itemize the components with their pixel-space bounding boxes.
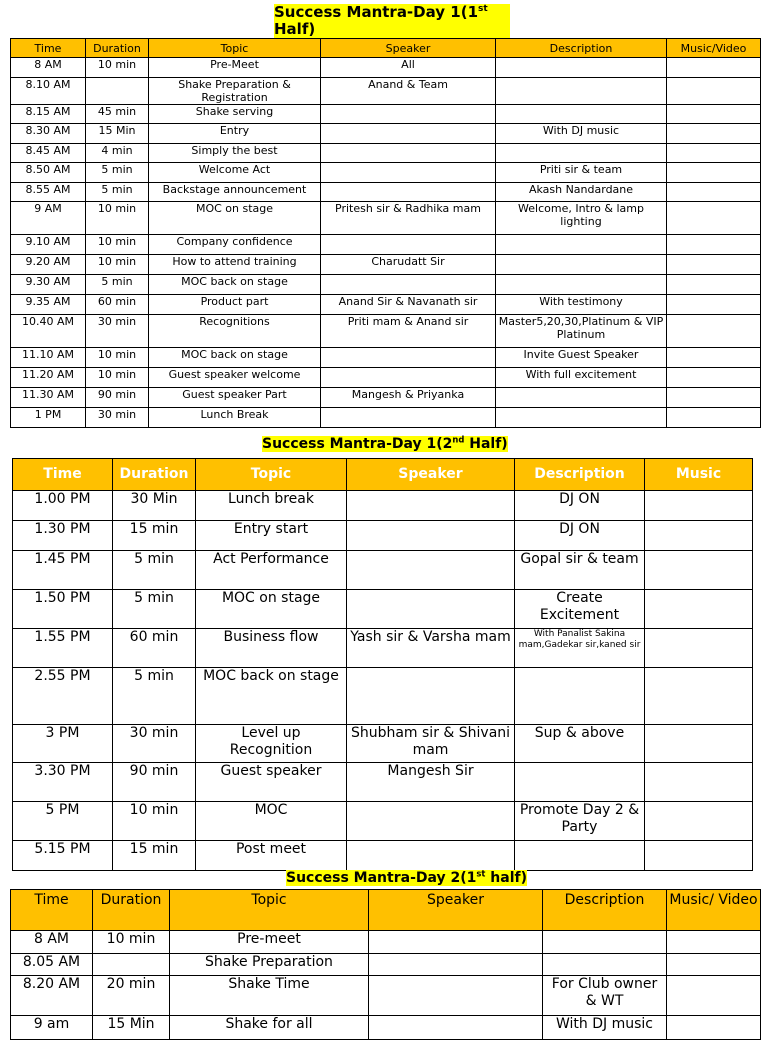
music-cell [645, 725, 753, 763]
duration-cell: 4 min [86, 144, 149, 163]
description-cell: Master5,20,30,Platinum & VIP Platinum [496, 315, 667, 348]
description-cell [515, 841, 645, 871]
music-cell [667, 275, 761, 295]
title-text: Success Mantra-Day 2(1 [286, 870, 477, 886]
column-header-topic: Topic [196, 459, 347, 491]
column-header-time: Time [11, 890, 93, 931]
topic-cell: Business flow [196, 629, 347, 668]
table-row [13, 841, 753, 871]
description-cell [496, 78, 667, 105]
duration-cell: 5 min [113, 590, 196, 629]
column-header-time: Time [11, 39, 86, 58]
speaker-cell [347, 551, 515, 590]
topic-cell: Shake Preparation [170, 954, 369, 976]
topic-cell: Simply the best [149, 144, 321, 163]
description-cell [543, 931, 667, 954]
speaker-cell [321, 144, 496, 163]
table-row [11, 105, 761, 124]
duration-cell: 5 min [113, 668, 196, 725]
table-row [11, 255, 761, 275]
topic-cell: Shake serving [149, 105, 321, 124]
time-cell: 1.45 PM [13, 551, 113, 590]
table-row [11, 976, 761, 1016]
speaker-cell: Anand Sir & Navanath sir [321, 295, 496, 315]
speaker-cell [321, 348, 496, 368]
description-cell [496, 235, 667, 255]
column-header-duration: Duration [93, 890, 170, 931]
table-header-row [11, 890, 761, 931]
table-row [13, 763, 753, 802]
time-cell: 8.50 AM [11, 163, 86, 183]
table-row [13, 725, 753, 763]
time-cell: 9 AM [11, 202, 86, 235]
duration-cell: 10 min [93, 931, 170, 954]
topic-cell: MOC on stage [196, 590, 347, 629]
speaker-cell [321, 124, 496, 144]
title-superscript: st [478, 4, 488, 14]
music-cell [667, 388, 761, 408]
time-cell: 11.10 AM [11, 348, 86, 368]
music-cell [667, 183, 761, 202]
time-cell: 1 PM [11, 408, 86, 428]
time-cell: 8.05 AM [11, 954, 93, 976]
title-text: Success Mantra-Day 1(2 [262, 436, 453, 452]
topic-cell: Shake for all [170, 1016, 369, 1040]
schedule-table-day2-first-half [10, 889, 761, 1040]
description-cell [515, 763, 645, 802]
description-cell: Create Excitement [515, 590, 645, 629]
title-text-end: half) [485, 870, 527, 886]
time-cell: 9.20 AM [11, 255, 86, 275]
description-cell: Akash Nandardane [496, 183, 667, 202]
duration-cell: 45 min [86, 105, 149, 124]
table-row [11, 1016, 761, 1040]
topic-cell: MOC [196, 802, 347, 841]
speaker-cell: All [321, 58, 496, 78]
table-row [13, 668, 753, 725]
column-header-description: Description [496, 39, 667, 58]
table-row [11, 144, 761, 163]
table-row [13, 491, 753, 521]
music-cell [645, 668, 753, 725]
topic-cell: Backstage announcement [149, 183, 321, 202]
speaker-cell [347, 491, 515, 521]
music-cell [667, 931, 761, 954]
table-row [11, 295, 761, 315]
description-cell [515, 668, 645, 725]
table-row [11, 348, 761, 368]
description-cell: With DJ music [496, 124, 667, 144]
topic-cell: Act Performance [196, 551, 347, 590]
topic-cell: Post meet [196, 841, 347, 871]
duration-cell: 10 min [86, 235, 149, 255]
speaker-cell [369, 976, 543, 1016]
speaker-cell [321, 163, 496, 183]
time-cell: 9 am [11, 1016, 93, 1040]
duration-cell: 10 min [86, 255, 149, 275]
duration-cell [93, 954, 170, 976]
table-row [13, 590, 753, 629]
title-text-end: Half) [464, 436, 508, 452]
duration-cell: 30 min [113, 725, 196, 763]
duration-cell: 10 min [86, 348, 149, 368]
music-cell [667, 954, 761, 976]
music-cell [645, 491, 753, 521]
music-cell [667, 1016, 761, 1040]
topic-cell: Level up Recognition [196, 725, 347, 763]
music-cell [645, 521, 753, 551]
topic-cell: Product part [149, 295, 321, 315]
description-cell [496, 58, 667, 78]
speaker-cell: Mangesh & Priyanka [321, 388, 496, 408]
topic-cell: Company confidence [149, 235, 321, 255]
table-row [11, 275, 761, 295]
speaker-cell [369, 1016, 543, 1040]
time-cell: 9.35 AM [11, 295, 86, 315]
topic-cell: Welcome Act [149, 163, 321, 183]
table-row [11, 235, 761, 255]
music-cell [645, 629, 753, 668]
duration-cell: 15 Min [86, 124, 149, 144]
topic-cell: Guest speaker [196, 763, 347, 802]
time-cell: 11.20 AM [11, 368, 86, 388]
music-cell [667, 235, 761, 255]
topic-cell: Pre-meet [170, 931, 369, 954]
music-cell [645, 763, 753, 802]
time-cell: 11.30 AM [11, 388, 86, 408]
duration-cell: 60 min [113, 629, 196, 668]
speaker-cell [321, 368, 496, 388]
table-header-row [13, 459, 753, 491]
topic-cell: Guest speaker Part [149, 388, 321, 408]
music-cell [667, 78, 761, 105]
time-cell: 2.55 PM [13, 668, 113, 725]
description-cell: With testimony [496, 295, 667, 315]
table-row [11, 58, 761, 78]
table-header-row [11, 39, 761, 58]
speaker-cell [347, 802, 515, 841]
column-header-description: Description [515, 459, 645, 491]
topic-cell: MOC back on stage [149, 348, 321, 368]
table-row [11, 315, 761, 348]
music-cell [645, 841, 753, 871]
description-cell: DJ ON [515, 491, 645, 521]
duration-cell: 5 min [86, 163, 149, 183]
topic-cell: Shake Preparation & Registration [149, 78, 321, 105]
time-cell: 8.10 AM [11, 78, 86, 105]
table-row [11, 408, 761, 428]
music-cell [667, 295, 761, 315]
music-cell [645, 551, 753, 590]
duration-cell: 10 min [113, 802, 196, 841]
column-header-speaker: Speaker [347, 459, 515, 491]
description-cell: For Club owner & WT [543, 976, 667, 1016]
music-cell [667, 144, 761, 163]
topic-cell: Guest speaker welcome [149, 368, 321, 388]
music-cell [645, 802, 753, 841]
music-cell [667, 408, 761, 428]
description-cell [496, 275, 667, 295]
table-row [11, 202, 761, 235]
speaker-cell: Shubham sir & Shivani mam [347, 725, 515, 763]
topic-cell: Entry start [196, 521, 347, 551]
time-cell: 8.30 AM [11, 124, 86, 144]
table-row [13, 551, 753, 590]
description-cell [543, 954, 667, 976]
table-row [11, 954, 761, 976]
speaker-cell [321, 408, 496, 428]
music-cell [645, 590, 753, 629]
column-header-topic: Topic [170, 890, 369, 931]
time-cell: 5.15 PM [13, 841, 113, 871]
duration-cell [86, 78, 149, 105]
topic-cell: Entry [149, 124, 321, 144]
duration-cell: 5 min [113, 551, 196, 590]
speaker-cell: Mangesh Sir [347, 763, 515, 802]
time-cell: 1.55 PM [13, 629, 113, 668]
column-header-music: Music/Video [667, 39, 761, 58]
time-cell: 8.20 AM [11, 976, 93, 1016]
topic-cell: Pre-Meet [149, 58, 321, 78]
speaker-cell [321, 105, 496, 124]
speaker-cell [347, 668, 515, 725]
column-header-music: Music/ Video [667, 890, 761, 931]
title-superscript: nd [452, 434, 465, 445]
table-row [11, 368, 761, 388]
time-cell: 3 PM [13, 725, 113, 763]
description-cell: With Panalist Sakina mam,Gadekar sir,kaned sir [515, 629, 645, 668]
description-cell: Promote Day 2 & Party [515, 802, 645, 841]
speaker-cell: Yash sir & Varsha mam [347, 629, 515, 668]
description-cell: Priti sir & team [496, 163, 667, 183]
description-cell [496, 105, 667, 124]
music-cell [667, 58, 761, 78]
column-header-description: Description [543, 890, 667, 931]
duration-cell: 20 min [93, 976, 170, 1016]
time-cell: 8.15 AM [11, 105, 86, 124]
duration-cell: 15 min [113, 521, 196, 551]
duration-cell: 10 min [86, 202, 149, 235]
speaker-cell [369, 954, 543, 976]
description-cell: With DJ music [543, 1016, 667, 1040]
speaker-cell [347, 521, 515, 551]
speaker-cell: Anand & Team [321, 78, 496, 105]
speaker-cell [347, 590, 515, 629]
title-superscript: st [476, 868, 486, 879]
duration-cell: 90 min [113, 763, 196, 802]
duration-cell: 5 min [86, 183, 149, 202]
duration-cell: 60 min [86, 295, 149, 315]
speaker-cell: Charudatt Sir [321, 255, 496, 275]
music-cell [667, 976, 761, 1016]
topic-cell: How to attend training [149, 255, 321, 275]
duration-cell: 5 min [86, 275, 149, 295]
music-cell [667, 202, 761, 235]
time-cell: 8.55 AM [11, 183, 86, 202]
table-row [13, 629, 753, 668]
duration-cell: 10 min [86, 58, 149, 78]
duration-cell: 15 min [113, 841, 196, 871]
topic-cell: Shake Time [170, 976, 369, 1016]
table-row [11, 183, 761, 202]
column-header-duration: Duration [86, 39, 149, 58]
music-cell [667, 255, 761, 275]
topic-cell: MOC back on stage [149, 275, 321, 295]
section-title-day2-first-half [286, 870, 527, 886]
time-cell: 8.45 AM [11, 144, 86, 163]
time-cell: 5 PM [13, 802, 113, 841]
section-title-day1-first-half [274, 4, 510, 39]
music-cell [667, 124, 761, 144]
column-header-time: Time [13, 459, 113, 491]
time-cell: 10.40 AM [11, 315, 86, 348]
column-header-music: Music [645, 459, 753, 491]
time-cell: 9.10 AM [11, 235, 86, 255]
speaker-cell [321, 183, 496, 202]
description-cell: DJ ON [515, 521, 645, 551]
table-row [11, 931, 761, 954]
description-cell: Gopal sir & team [515, 551, 645, 590]
description-cell: Invite Guest Speaker [496, 348, 667, 368]
speaker-cell [347, 841, 515, 871]
duration-cell: 30 min [86, 408, 149, 428]
speaker-cell: Pritesh sir & Radhika mam [321, 202, 496, 235]
column-header-duration: Duration [113, 459, 196, 491]
table-row [11, 78, 761, 105]
title-text: Success Mantra-Day 1(1 [274, 3, 479, 21]
time-cell: 8 AM [11, 931, 93, 954]
duration-cell: 30 Min [113, 491, 196, 521]
description-cell: With full excitement [496, 368, 667, 388]
topic-cell: MOC back on stage [196, 668, 347, 725]
description-cell [496, 144, 667, 163]
music-cell [667, 105, 761, 124]
topic-cell: Lunch break [196, 491, 347, 521]
music-cell [667, 163, 761, 183]
section-title-day1-second-half [262, 436, 508, 452]
duration-cell: 15 Min [93, 1016, 170, 1040]
speaker-cell [321, 275, 496, 295]
table-row [13, 521, 753, 551]
description-cell: Sup & above [515, 725, 645, 763]
speaker-cell [369, 931, 543, 954]
column-header-speaker: Speaker [321, 39, 496, 58]
table-row [11, 124, 761, 144]
schedule-table-day1-first-half [10, 38, 761, 428]
time-cell: 1.00 PM [13, 491, 113, 521]
speaker-cell: Priti mam & Anand sir [321, 315, 496, 348]
column-header-topic: Topic [149, 39, 321, 58]
description-cell [496, 255, 667, 275]
topic-cell: Lunch Break [149, 408, 321, 428]
topic-cell: Recognitions [149, 315, 321, 348]
duration-cell: 90 min [86, 388, 149, 408]
duration-cell: 30 min [86, 315, 149, 348]
time-cell: 9.30 AM [11, 275, 86, 295]
duration-cell: 10 min [86, 368, 149, 388]
music-cell [667, 315, 761, 348]
schedule-table-day1-second-half [12, 458, 753, 871]
time-cell: 1.50 PM [13, 590, 113, 629]
table-row [13, 802, 753, 841]
time-cell: 1.30 PM [13, 521, 113, 551]
description-cell [496, 388, 667, 408]
description-cell [496, 408, 667, 428]
table-row [11, 388, 761, 408]
speaker-cell [321, 235, 496, 255]
description-cell: Welcome, Intro & lamp lighting [496, 202, 667, 235]
column-header-speaker: Speaker [369, 890, 543, 931]
table-row [11, 163, 761, 183]
music-cell [667, 348, 761, 368]
time-cell: 3.30 PM [13, 763, 113, 802]
topic-cell: MOC on stage [149, 202, 321, 235]
title-text-end: Half) [274, 20, 316, 39]
time-cell: 8 AM [11, 58, 86, 78]
music-cell [667, 368, 761, 388]
